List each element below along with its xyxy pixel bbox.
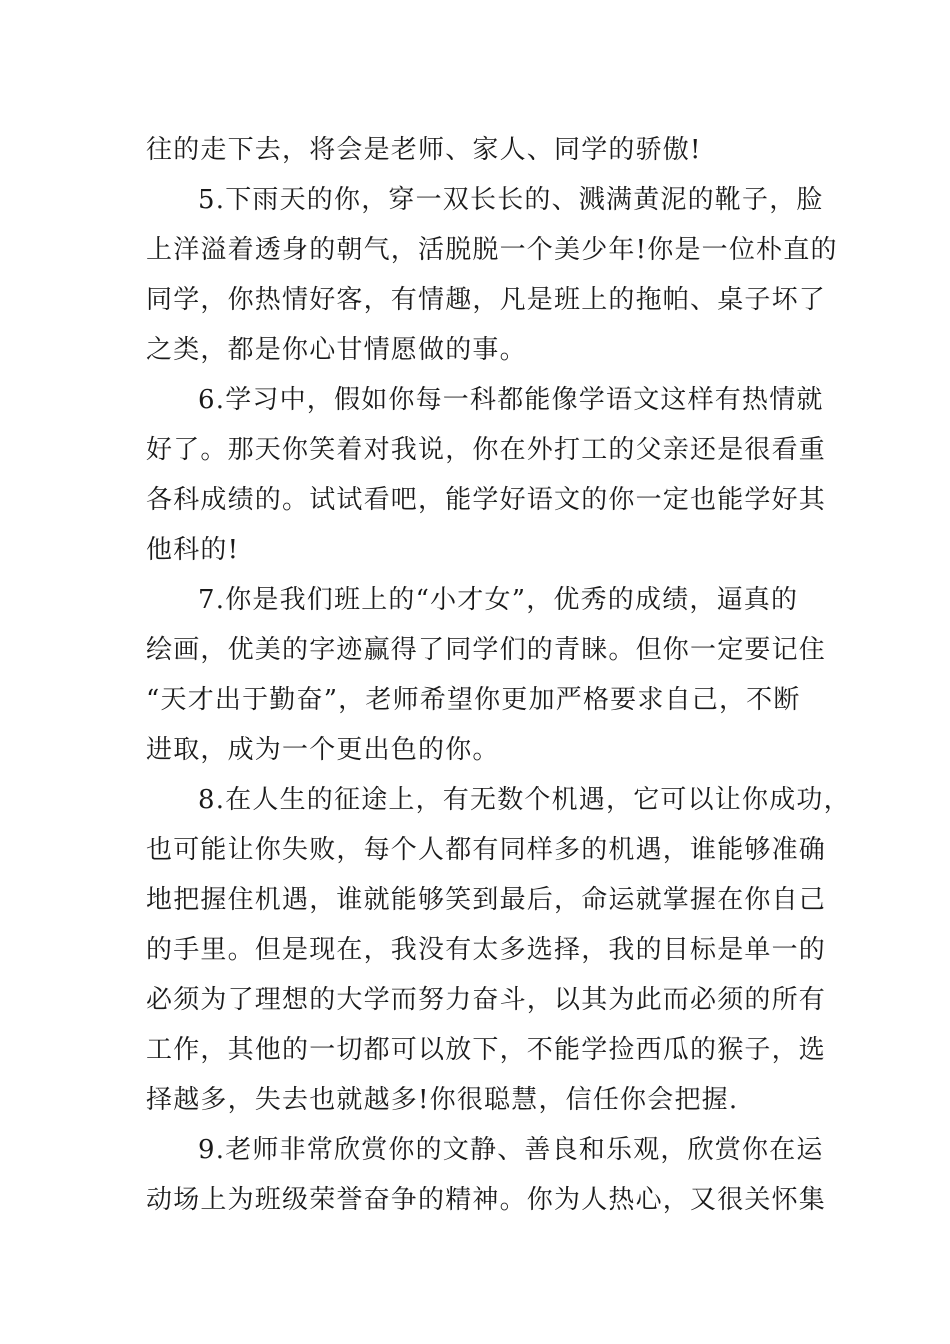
text-line: 上洋溢着透身的朝气，活脱脱一个美少年!你是一位朴直的	[146, 235, 838, 265]
paragraph-6-start: 6.学习中，假如你每一科都能像学语文这样有热情就	[198, 385, 824, 415]
text-line: 进取，成为一个更出色的你。	[146, 735, 500, 765]
text-line: 的手里。但是现在，我没有太多选择，我的目标是单一的	[146, 935, 827, 965]
text-line: 也可能让你失败，每个人都有同样多的机遇，谁能够准确	[146, 835, 827, 865]
text-line: 各科成绩的。试试看吧，能学好语文的你一定也能学好其	[146, 485, 827, 515]
paragraph-5-start: 5.下雨天的你，穿一双长长的、溅满黄泥的靴子，脸	[198, 185, 824, 215]
paragraph-9-start: 9.老师非常欣赏你的文静、善良和乐观，欣赏你在运	[198, 1135, 824, 1165]
paragraph-8-start: 8.在人生的征途上，有无数个机遇，它可以让你成功，	[198, 785, 851, 815]
text-line: “天才出于勤奋”，老师希望你更加严格要求自己，不断	[146, 685, 801, 715]
text-line: 动场上为班级荣誉奋争的精神。你为人热心，又很关怀集	[146, 1185, 827, 1215]
paragraph-7-start: 7.你是我们班上的“小才女”，优秀的成绩，逼真的	[198, 585, 799, 615]
text-line: 工作，其他的一切都可以放下，不能学捡西瓜的猴子，选	[146, 1035, 827, 1065]
text-line: 好了。那天你笑着对我说，你在外打工的父亲还是很看重	[146, 435, 827, 465]
text-line: 择越多，失去也就越多!你很聪慧，信任你会把握.	[146, 1085, 739, 1115]
text-line: 他科的!	[146, 535, 240, 565]
text-line: 同学，你热情好客，有情趣，凡是班上的拖帕、桌子坏了	[146, 285, 827, 315]
text-line: 往的走下去，将会是老师、家人、同学的骄傲!	[146, 135, 702, 165]
text-line: 地把握住机遇，谁就能够笑到最后，命运就掌握在你自己	[146, 885, 827, 915]
text-line: 绘画，优美的字迹赢得了同学们的青睐。但你一定要记住	[146, 635, 827, 665]
text-line: 必须为了理想的大学而努力奋斗，以其为此而必须的所有	[146, 985, 827, 1015]
text-line: 之类，都是你心甘情愿做的事。	[146, 335, 527, 365]
